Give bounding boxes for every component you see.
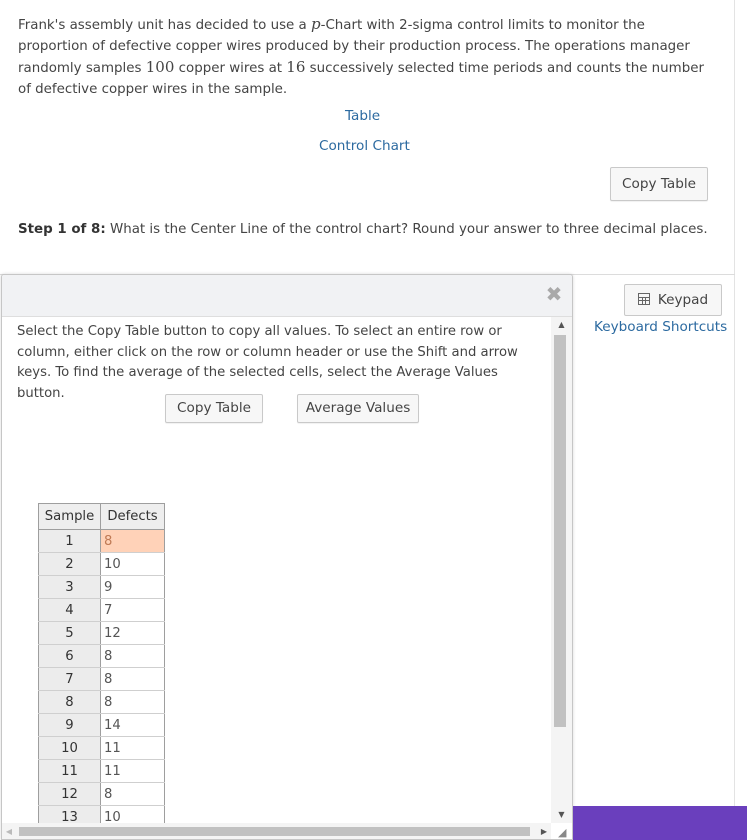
problem-text-4: successively selected time periods and counts the number of defective copper wires in the sample. [18, 61, 704, 97]
keyboard-shortcuts-link[interactable]: Keyboard Shortcuts [594, 319, 728, 335]
table-row [39, 576, 165, 599]
dialog-copy-table-button[interactable]: Copy Table [165, 394, 263, 423]
table-row [39, 714, 165, 737]
dialog-header[interactable] [2, 275, 572, 317]
calculator-icon [638, 293, 650, 305]
table-cell[interactable]: 10 [101, 806, 165, 824]
table-row [39, 530, 165, 553]
step-label: Step 1 of 8: [18, 222, 106, 237]
sample-size: 100 [145, 58, 175, 76]
dialog-instructions: Select the Copy Table button to copy all values. To select an entire row or column, either click on the row or column header or use the Shift and arrow keys. To find the average of the selected cells, select the Average Values button. [17, 324, 518, 401]
period-count: 16 [286, 58, 306, 76]
problem-statement [18, 14, 708, 100]
vertical-scrollbar[interactable] [551, 317, 572, 823]
table-cell[interactable]: 8 [101, 668, 165, 691]
table-cell[interactable]: 11 [101, 737, 165, 760]
table-row [39, 553, 165, 576]
row-header[interactable]: 7 [39, 668, 101, 691]
table-cell[interactable]: 8 [101, 783, 165, 806]
table-cell[interactable]: 8 [101, 691, 165, 714]
horizontal-scroll-thumb[interactable] [19, 827, 530, 836]
footer-bar [573, 806, 747, 840]
data-table [38, 503, 165, 823]
resize-grip-icon[interactable]: ◢ [558, 826, 567, 839]
keypad-button[interactable] [624, 284, 722, 316]
table-row [39, 668, 165, 691]
row-header[interactable]: 2 [39, 553, 101, 576]
row-header[interactable]: 4 [39, 599, 101, 622]
dialog-body [2, 317, 551, 823]
table-cell[interactable]: 9 [101, 576, 165, 599]
step-question: What is the Center Line of the control chart? Round your answer to three decimal places. [105, 222, 708, 237]
table-row [39, 783, 165, 806]
table-row [39, 691, 165, 714]
row-header[interactable]: 11 [39, 760, 101, 783]
row-header[interactable]: 5 [39, 622, 101, 645]
keypad-label: Keypad [657, 292, 709, 308]
table-cell[interactable]: 10 [101, 553, 165, 576]
table-row [39, 622, 165, 645]
table-row [39, 599, 165, 622]
table-row [39, 737, 165, 760]
table-row [39, 760, 165, 783]
column-header-sample[interactable]: Sample [39, 504, 101, 530]
row-header[interactable]: 8 [39, 691, 101, 714]
table-row [39, 806, 165, 824]
table-cell[interactable]: 8 [101, 645, 165, 668]
problem-text-2: -Chart with 2-sigma control limits to monitor the proportion of defective copper wires produced by their production process. The operations manager randomly samples [18, 18, 690, 76]
table-cell[interactable]: 12 [101, 622, 165, 645]
row-header[interactable]: 3 [39, 576, 101, 599]
row-header[interactable]: 9 [39, 714, 101, 737]
close-icon[interactable]: ✖ [545, 282, 563, 306]
row-header[interactable]: 6 [39, 645, 101, 668]
row-header[interactable]: 12 [39, 783, 101, 806]
average-values-button[interactable]: Average Values [297, 394, 419, 423]
table-row [39, 645, 165, 668]
scroll-right-icon[interactable]: ▶ [540, 827, 548, 836]
horizontal-scrollbar[interactable] [2, 823, 551, 840]
scroll-down-icon[interactable]: ▼ [558, 810, 565, 819]
p-symbol: p [311, 15, 321, 33]
table-cell[interactable]: 14 [101, 714, 165, 737]
table-cell[interactable]: 11 [101, 760, 165, 783]
table-cell[interactable]: 7 [101, 599, 165, 622]
problem-text-3: copper wires at [174, 61, 287, 76]
step-prompt [18, 222, 718, 237]
row-header[interactable]: 10 [39, 737, 101, 760]
table-link[interactable]: Table [345, 108, 381, 124]
vertical-scroll-thumb[interactable] [554, 335, 566, 727]
row-header[interactable]: 1 [39, 530, 101, 553]
scroll-up-icon[interactable]: ▲ [558, 320, 565, 329]
row-header[interactable]: 13 [39, 806, 101, 824]
scroll-left-icon[interactable]: ◀ [5, 827, 13, 836]
column-header-defects[interactable]: Defects [101, 504, 165, 530]
control-chart-link[interactable]: Control Chart [319, 138, 410, 154]
copy-table-button[interactable]: Copy Table [610, 167, 708, 201]
table-cell[interactable]: 8 [101, 530, 165, 553]
problem-text-1: Frank's assembly unit has decided to use a [18, 18, 311, 33]
data-table-dialog [1, 274, 573, 840]
